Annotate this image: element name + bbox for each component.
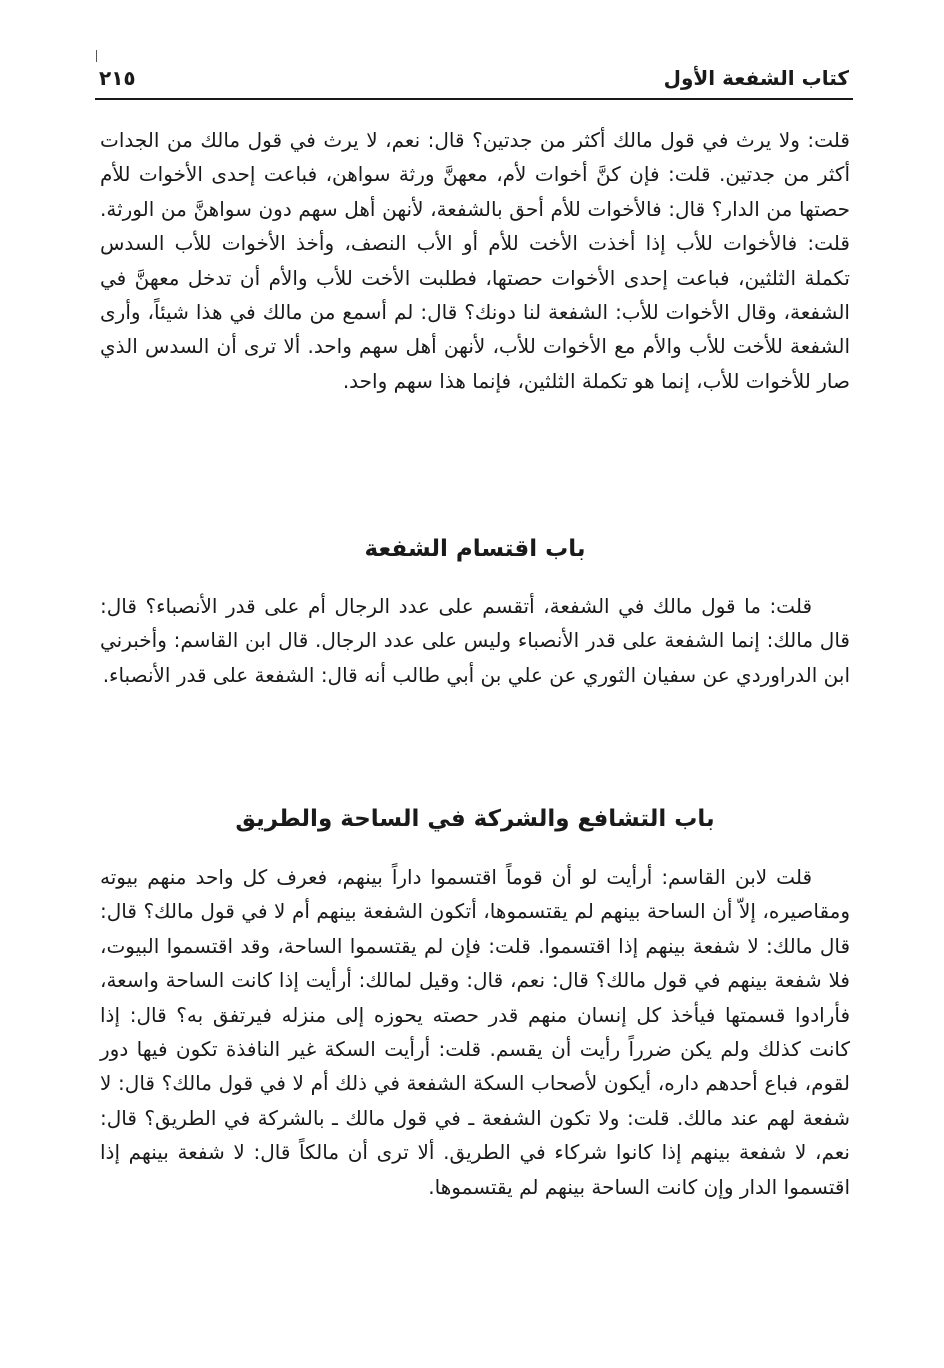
- paragraph-courtyard-and-road: قلت لابن القاسم: أرأيت لو أن قوماً اقتسموا داراً بينهم، فعرف كل واحد منهم بيوته ومقاصيره، إلاّ أن الساحة بينهم لم يقتسموها، أتكون الشفعة بينهم أم لا في قول مالك؟ قال: قال مالك: لا شفعة بينهم إذا اقتسموا. قلت: فإن لم يقتسموا الساحة، وقد اقتسموا البيوت، فلا شفعة بينهم في قول مالك؟ قال: نعم، قال: وقيل لمالك: أرأيت إذا كانت الساحة واسعة، فأرادوا قسمتها فيأخذ كل إنسان منهم قدر حصته يحوزه إلى منزله فيرتفق به؟ قال: إذا كانت كذلك ولم يكن ضرراً رأيت أن يقسم. قلت: أرأيت السكة غير النافذة تكون فيها دور لقوم، فباع أحدهم داره، أيكون لأصحاب السكة الشفعة في ذلك أم لا في قول مالك؟ قال: لا شفعة لهم عند مالك. قلت: ولا تكون الشفعة ـ في قول مالك ـ بالشركة في الطريق؟ قال: نعم، لا شفعة بينهم إذا كانوا شركاء في الطريق. ألا ترى أن مالكاً قال: لا شفعة بينهم إذا اقتسموا الدار وإن كانت الساحة بينهم لم يقتسموها.: [100, 865, 850, 1199]
- margin-mark: [96, 50, 97, 62]
- section-heading-courtyard-and-road: باب التشافع والشركة في الساحة والطريق: [235, 806, 715, 832]
- section-heading-division-of-shufa: باب اقتسام الشفعة: [364, 536, 586, 562]
- paragraph-inheritance-shares: قلت: ولا يرث في قول مالك أكثر من جدتين؟ قال: نعم، لا يرث في قول مالك من الجدات أكثر من جدتين. قلت: فإن كنَّ أخوات لأم، معهنَّ ورثة سواهن، فباعت إحدى الأخوات للأم حصتها من الدار؟ قال: فالأخوات للأم أحق بالشفعة، لأنهن أهل سهم دون سواهنَّ من الورثة. قلت: فالأخوات للأب إذا أخذت الأخت للأم أو الأب النصف، وأخذ الأخوات للأب السدس تكملة الثلثين، فباعت إحدى الأخوات حصتها، فطلبت الأخت للأب والأم أن تدخل معهنَّ في الشفعة، وقال الأخوات للأب: الشفعة لنا دونك؟ قال: لم أسمع من مالك في هذا شيئاً، وأرى الشفعة للأخت للأب والأم مع الأخوات للأب، لأنهن أهل سهم واحد. ألا ترى أن السدس الذي صار للأخوات للأب، إنما هو تكملة الثلثين، فإنما هذا سهم واحد.: [100, 128, 850, 393]
- page-header: [95, 62, 853, 100]
- running-title: كتاب الشفعة الأول: [663, 66, 849, 90]
- paragraph-division-of-shufa: قلت: ما قول مالك في الشفعة، أتقسم على عدد الرجال أم على قدر الأنصباء؟ قال: قال مالك: إنما الشفعة على قدر الأنصباء وليس على عدد الرجال. قال ابن القاسم: وأخبرني ابن الدراوردي عن سفيان الثوري عن علي بن أبي طالب أنه قال: الشفعة على قدر الأنصباء.: [100, 594, 850, 687]
- page-number: ٢١٥: [99, 66, 136, 90]
